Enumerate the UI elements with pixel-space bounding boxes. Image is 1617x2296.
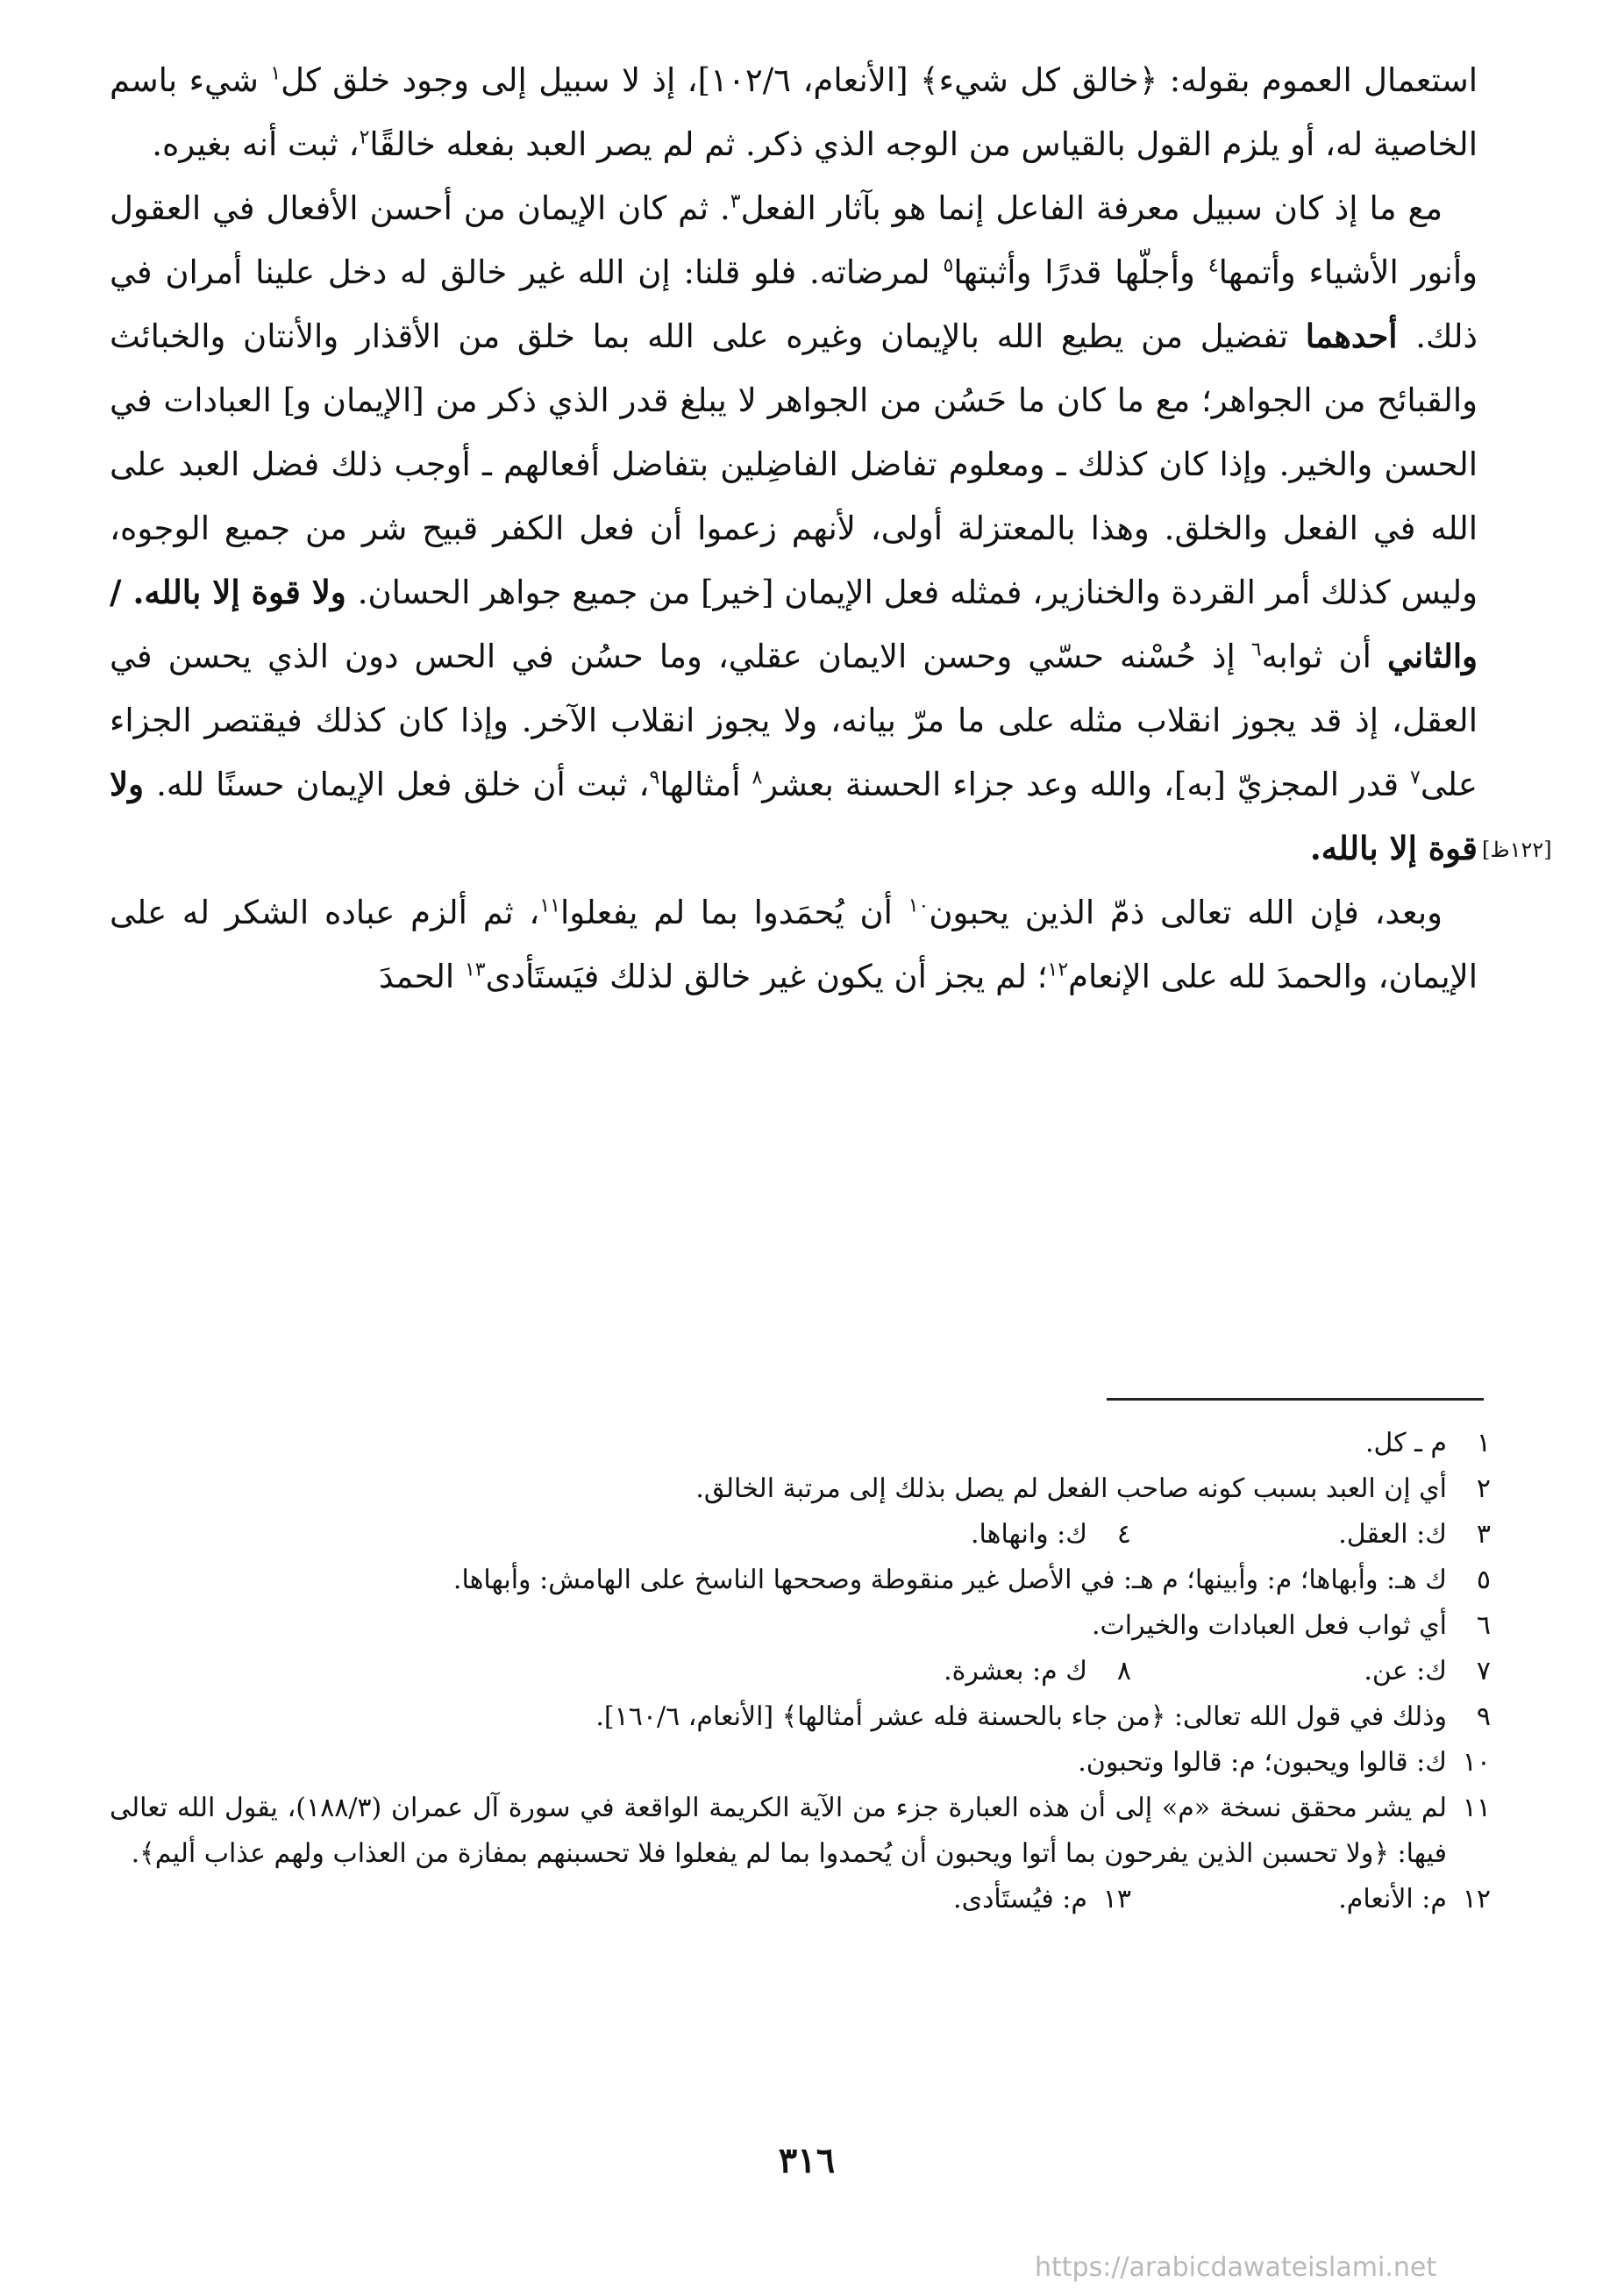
footnote-text: ك هـ: وأبهاها؛ م: وأبينها؛ م هـ: في الأصل غير منقوطة وصححها الناسخ على الهامش: وأبهاها. (452, 1565, 1447, 1595)
text-run: الحمدَ (378, 958, 465, 995)
footnote-number: ٨ (1116, 1656, 1131, 1686)
text-run: ، ثبت أنه بغيره. (152, 125, 360, 163)
text-run: خالقًا (369, 125, 436, 163)
text-run: ، ثبت أن خلق فعل الإيمان حسنًا لله. (156, 766, 650, 803)
footnote-text: ك: قالوا ويحبون؛ م: قالوا وتحبون. (1078, 1747, 1447, 1778)
footnote-text: ك م: بعشرة. (944, 1656, 1087, 1686)
footnote (110, 1694, 1491, 1740)
text-run: وبعد، فإن الله تعالى ذمّ الذين يحبون (929, 894, 1442, 931)
footnote (110, 1603, 1491, 1649)
footnote-number: ١٢ (1462, 1884, 1491, 1915)
footnote-pair (110, 1877, 1491, 1922)
footnote-ref-4[interactable]: ٤ (1207, 254, 1219, 277)
footnote (110, 1740, 1491, 1786)
footnote-number: ٧ (1476, 1656, 1491, 1686)
footnote-ref-2[interactable]: ٢ (359, 126, 370, 149)
footnote (1131, 1877, 1491, 1922)
footnote-text: أي إن العبد بسبب كونه صاحب الفعل لم يصل بذلك إلى مرتبة الخالق. (695, 1473, 1447, 1504)
footnote-number: ٥ (1476, 1565, 1491, 1595)
footnote-ref-11[interactable]: ١١ (539, 895, 560, 917)
footnote-text: ك: وانهاها. (970, 1519, 1087, 1550)
footnote-text: وذلك في قول الله تعالى: ﴿من جاء بالحسنة فله عشر أمثالها﴾ [الأنعام، ١٦٠/٦]. (595, 1701, 1447, 1732)
footnote-text: لم يشر محقق نسخة «م» إلى أن هذه العبارة جزء من الآية الكريمة الواقعة في سورة آل عمران (١٨٨/٣)، يقول الله تعالى فيها: ﴿ولا تحسبن الذين يفرحون بما أتوا ويحبون أن يُحمدوا بما لم يفعلوا فلا تحسبنهم بمفازة من العذاب ولهم عذاب أليم﴾. (110, 1793, 1447, 1869)
manuscript-folio-marker: [١٢٢ظ] (1482, 838, 1552, 862)
footnote-ref-1[interactable]: ١ (270, 62, 281, 85)
footnote-text: م: فيُستَأدى. (953, 1884, 1087, 1915)
text-run: تفضيل من يطيع الله بالإيمان وغيره على الله بما خلق من الأقذار والأنتان والخبائث والقبائح من الجواهر؛ مع ما كان ما حَسُن من الجواهر لا يبلغ قدر الذي ذكر من [الإيمان و] العبادات في الحسن والخير. وإذا كان كذلك ـ ومعلوم تفاضل الفاضِلين بتفاضل أفعالهم ـ أوجب ذلك فضل العبد على الله في الفعل والخلق. وهذا بالمعتزلة أولى، لأنهم زعموا أن فعل الكفر قبيح شر من جميع الوجوه، وليس كذلك أمر القردة والخنازير، فمثله فعل الإيمان [خير] من جميع جواهر الحسان. (110, 317, 1478, 611)
footnote-number: ٩ (1476, 1701, 1491, 1732)
page-number: ٣١٦ (778, 2140, 836, 2181)
footnote-number: ٣ (1476, 1519, 1491, 1550)
text-run: شيء باسم الخاصية له، أو يلزم القول بالقياس من الوجه الذي ذكر. ثم لم يصر العبد بفعله (110, 61, 1478, 163)
footnote-ref-7[interactable]: ٧ (1410, 767, 1421, 789)
footnote-number: ٦ (1476, 1610, 1491, 1641)
footnote (1131, 1649, 1491, 1694)
main-text (110, 48, 1478, 1009)
footnote-text: م ـ كل. (1365, 1428, 1447, 1458)
text-run: أن يُحمَدوا بما لم يفعلوا (559, 894, 908, 931)
footnote (772, 1877, 1131, 1922)
paragraph-1 (110, 48, 1478, 176)
footnotes (110, 1421, 1491, 1922)
footnote-ref-6[interactable]: ٦ (1250, 638, 1262, 661)
text-run: أن ثوابه (1261, 638, 1387, 675)
text-run: وأجلّها قدرًا وأثبتها (953, 253, 1208, 291)
footnote-number: ١٠ (1462, 1747, 1491, 1778)
footnote (772, 1649, 1131, 1694)
footnote-number: ١ (1476, 1428, 1491, 1458)
footnote-separator (1107, 1398, 1484, 1401)
bold-run: ولا قوة إلا بالله. / والثاني (110, 573, 1478, 675)
footnote (110, 1421, 1491, 1466)
footnote-number: ٢ (1476, 1473, 1491, 1504)
footnote-pair (110, 1512, 1491, 1558)
footnote-ref-3[interactable]: ٣ (730, 190, 741, 213)
footnote-text: أي ثواب فعل العبادات والخيرات. (1091, 1610, 1447, 1641)
text-run: استعمال العموم بقوله: ﴿خالق كل شيء﴾ [الأنعام، ١٠٢/٦]، إذ لا سبيل إلى وجود خلق كل (281, 61, 1478, 99)
text-run: . ثم كان الإيمان من أحسن الأفعال في العقول وأنور الأشياء وأتمها (110, 189, 1478, 291)
text-run: أمثالها (659, 766, 752, 803)
footnote (772, 1512, 1131, 1558)
bold-run: أحدهما (1305, 317, 1416, 355)
footnote-ref-13[interactable]: ١٣ (464, 959, 486, 981)
footnote-number: ٤ (1116, 1519, 1131, 1550)
footnote-ref-8[interactable]: ٨ (752, 767, 763, 789)
footnote-text: ك: عن. (1364, 1656, 1447, 1686)
footnote-ref-9[interactable]: ٩ (649, 767, 660, 789)
text-run: مع ما إذ كان سبيل معرفة الفاعل إنما هو بآثار الفعل (740, 189, 1443, 227)
footnote-text: ك: العقل. (1338, 1519, 1447, 1550)
paragraph-2 (110, 176, 1478, 881)
paragraph-3 (110, 881, 1478, 1009)
footnote-text: م: الأنعام. (1338, 1884, 1447, 1915)
watermark-url: https://arabicdawateislami.net (1035, 2252, 1437, 2283)
text-run: لمرضاته. فلو قلنا: إن الله غير خالق له دخل علينا أمران في ذلك. (110, 253, 1478, 355)
footnote-ref-10[interactable]: ١٠ (908, 895, 930, 917)
footnote-ref-12[interactable]: ١٢ (1047, 959, 1069, 981)
footnote (1131, 1512, 1491, 1558)
footnote (110, 1558, 1491, 1603)
footnote-number: ١١ (1462, 1793, 1491, 1823)
text-run: قدر المجزيّ [به]، والله وعد جزاء الحسنة بعشر (762, 766, 1410, 803)
footnote-pair (110, 1649, 1491, 1694)
text-run: ، ثم ألزم عباده الشكر له على الإيمان، والحمدَ لله على الإنعام (110, 894, 1478, 995)
footnote (110, 1786, 1491, 1877)
footnote-number: ١٣ (1102, 1884, 1131, 1915)
bold-run: ولا قوة إلا بالله. (110, 765, 1478, 867)
text-run: إذ حُسْنه حسّي وحسن الايمان عقلي، وما حسُن في الحس دون الذي يحسن في العقل، إذ قد يجوز انقلاب مثله على ما مرّ بيانه، ولا يجوز انقلاب الآخر. وإذا كان كذلك فيقتصر الجزاء على (110, 638, 1478, 803)
footnote (110, 1466, 1491, 1512)
text-run: ؛ لم يجز أن يكون غير خالق لذلك فيَستَأدى (485, 958, 1048, 995)
footnote-ref-5[interactable]: ٥ (943, 254, 954, 277)
